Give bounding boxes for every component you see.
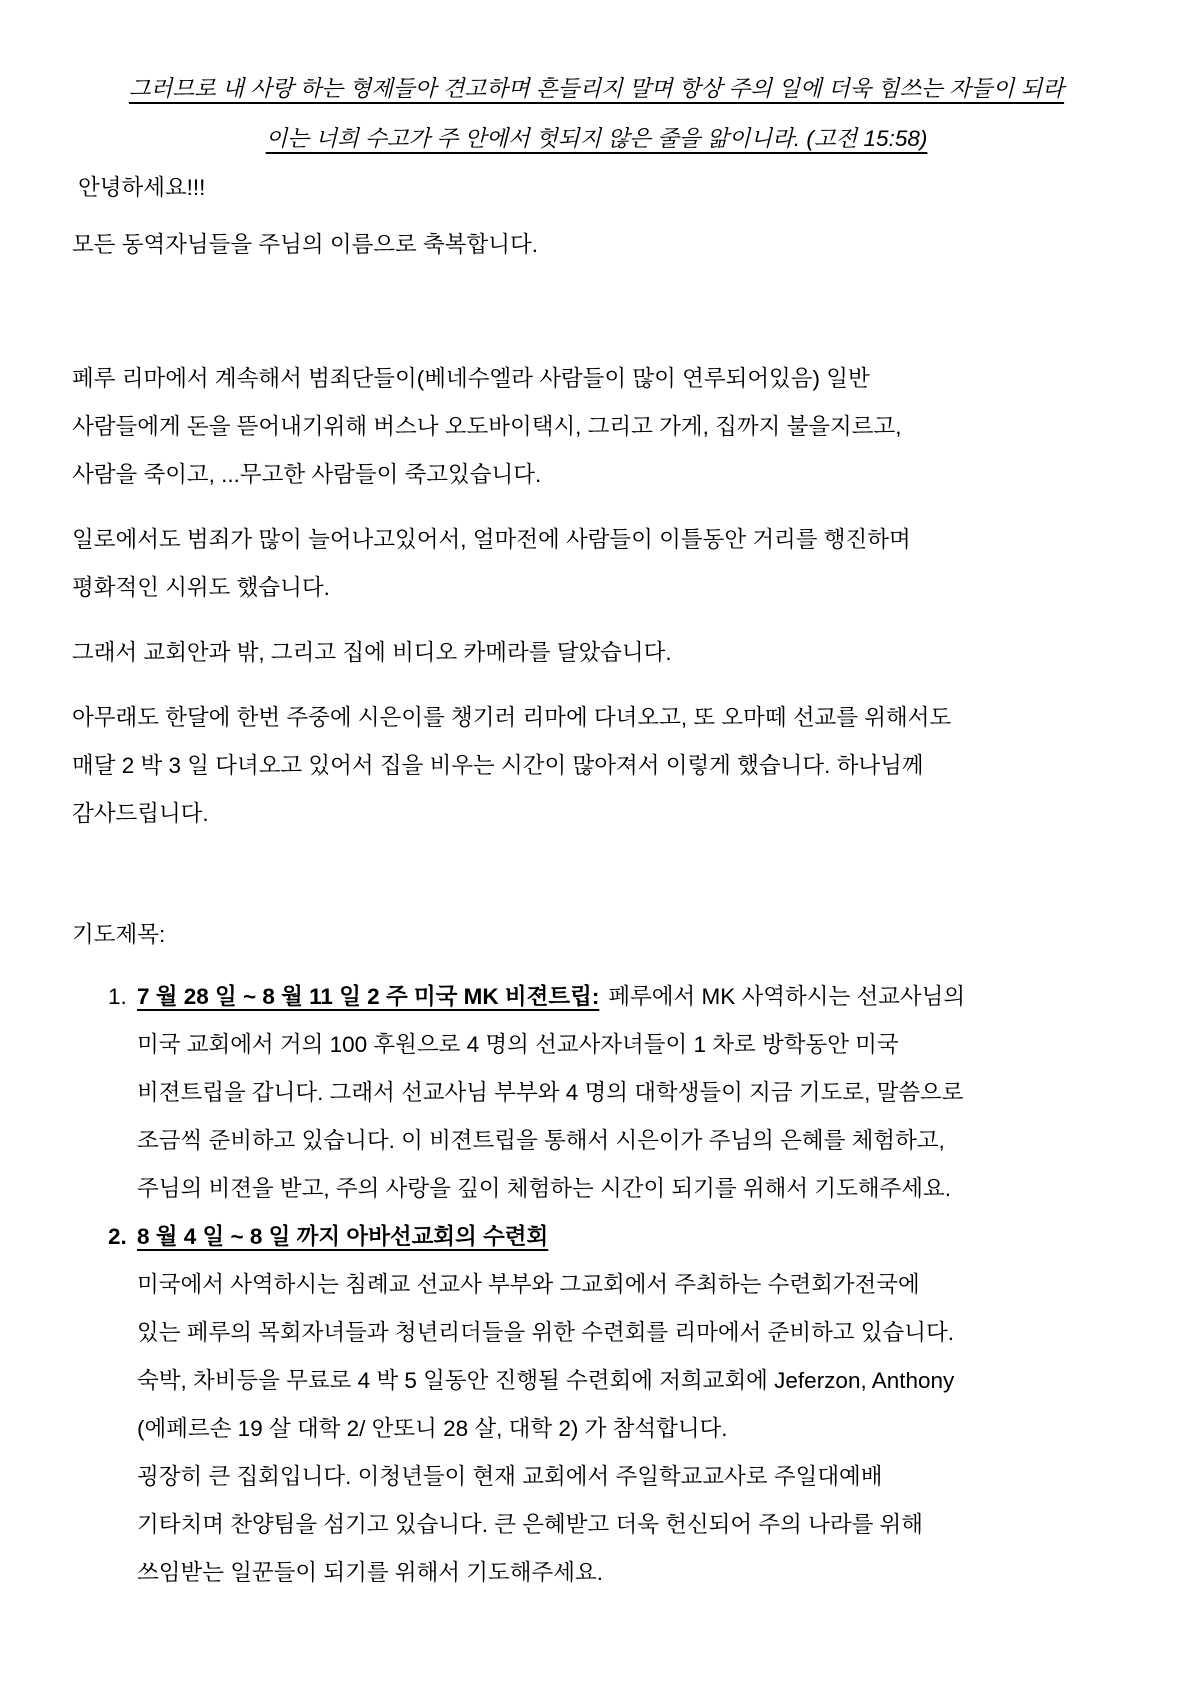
bible-verse-line-1: 그러므로 내 사랑 하는 형제들아 견고하며 흔들리지 말며 항상 주의 일에 더욱 힘쓰는 자들이 되라 bbox=[128, 76, 1065, 101]
bible-verse bbox=[72, 64, 1121, 164]
paragraph-line: 매달 2 박 3 일 다녀오고 있어서 집을 비우는 시간이 많아져서 이렇게 했습니다. 하나님께 bbox=[72, 753, 924, 778]
prayer-item-1-line: 주님의 비젼을 받고, 주의 사랑을 깊이 체험하는 시간이 되기를 위해서 기도해주세요. bbox=[137, 1176, 952, 1201]
prayer-item-1-heading-line bbox=[72, 973, 1121, 1021]
paragraph-line: 일로에서도 범죄가 많이 늘어나고있어서, 얼마전에 사람들이 이틀동안 거리를 행진하며 bbox=[72, 527, 911, 552]
paragraph-crime-ilo bbox=[72, 516, 1121, 612]
prayer-item-2-line: 있는 페루의 목회자녀들과 청년리더들을 위한 수련회를 리마에서 준비하고 있습니다. bbox=[137, 1320, 954, 1345]
prayer-item-1-line: 비젼트립을 갑니다. 그래서 선교사님 부부와 4 명의 대학생들이 지금 기도로, 말씀으로 bbox=[137, 1080, 964, 1105]
prayer-item-2-line: 쓰임받는 일꾼들이 되기를 위해서 기도해주세요. bbox=[137, 1560, 603, 1585]
prayer-item-2-line: 미국에서 사역하시는 침례교 선교사 부부와 그교회에서 주최하는 수련회가전국에 bbox=[137, 1272, 920, 1297]
prayer-item-1-title: 7 월 28 일 ~ 8 월 11 일 2 주 미국 MK 비젼트립: bbox=[137, 984, 600, 1009]
prayer-item-2-line: (에페르손 19 살 대학 2/ 안또니 28 살, 대학 2) 가 참석합니다. bbox=[137, 1416, 728, 1441]
list-number-1: 1. bbox=[108, 984, 127, 1009]
prayer-item-1-line: 조금씩 준비하고 있습니다. 이 비젼트립을 통해서 시은이가 주님의 은혜를 체험하고, bbox=[137, 1128, 945, 1153]
list-number-2: 2. bbox=[108, 1224, 127, 1249]
paragraph-line: 사람을 죽이고, ...무고한 사람들이 죽고있습니다. bbox=[72, 462, 542, 487]
prayer-item-2-title: 8 월 4 일 ~ 8 일 까지 아바선교회의 수련회 bbox=[137, 1224, 549, 1249]
bible-verse-line-2: 이는 너희 수고가 주 안에서 헛되지 않은 줄을 앎이니라. (고전 15:58) bbox=[265, 126, 928, 151]
prayer-topics-heading: 기도제목: bbox=[72, 922, 166, 947]
paragraph-video-camera bbox=[72, 629, 1121, 677]
prayer-list bbox=[72, 973, 1121, 1597]
paragraph-line: 사람들에게 돈을 뜯어내기위해 버스나 오도바이택시, 그리고 가게, 집까지 불을지르고, bbox=[72, 414, 902, 439]
prayer-item-2-line: 굉장히 큰 집회입니다. 이청년들이 현재 교회에서 주일학교교사로 주일대예배 bbox=[137, 1464, 883, 1489]
prayer-item-1-line: 미국 교회에서 거의 100 후원으로 4 명의 선교사자녀들이 1 차로 방학동안 미국 bbox=[137, 1032, 899, 1057]
prayer-item-1-title-continuation: 페루에서 MK 사역하시는 선교사님의 bbox=[608, 984, 966, 1009]
paragraph-line: 아무래도 한달에 한번 주중에 시은이를 챙기러 리마에 다녀오고, 또 오마떼 선교를 위해서도 bbox=[72, 705, 952, 730]
paragraph-line: 평화적인 시위도 했습니다. bbox=[72, 575, 330, 600]
paragraph-line: 감사드립니다. bbox=[72, 801, 209, 826]
prayer-item-2-line: 기타치며 찬양팀을 섬기고 있습니다. 큰 은혜받고 더욱 헌신되어 주의 나라를 위해 bbox=[137, 1512, 924, 1537]
greeting-hello: 안녕하세요!!! bbox=[78, 175, 206, 200]
paragraph-crime-lima bbox=[72, 355, 1121, 499]
prayer-item-2-heading-line bbox=[72, 1213, 1121, 1261]
paragraph-line: 페루 리마에서 계속해서 범죄단들이(베네수엘라 사람들이 많이 연루되어있음) 일반 bbox=[72, 366, 870, 391]
prayer-item-2-line: 숙박, 차비등을 무료로 4 박 5 일동안 진행될 수련회에 저희교회에 Jeferzon, Anthony bbox=[137, 1368, 955, 1393]
prayer-item-2 bbox=[72, 1213, 1121, 1597]
prayer-item-1 bbox=[72, 973, 1121, 1213]
paragraph-travel-thanks bbox=[72, 694, 1121, 838]
greeting-blessing: 모든 동역자님들을 주님의 이름으로 축복합니다. bbox=[72, 232, 538, 257]
paragraph-line: 그래서 교회안과 밖, 그리고 집에 비디오 카메라를 달았습니다. bbox=[72, 640, 672, 665]
